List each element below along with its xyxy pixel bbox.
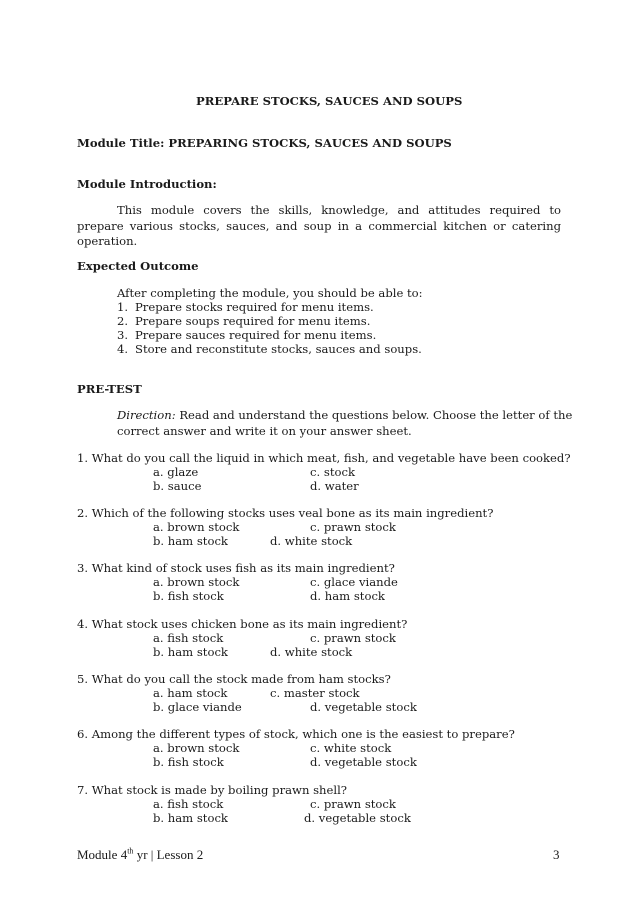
question-text: 3. What kind of stock uses fish as its main ingredient? [77,561,395,575]
question-text: 2. Which of the following stocks uses veal bone as its main ingredient? [77,506,494,520]
direction-text: Read and understand the questions below. Choose the letter of the [179,408,573,422]
option-a: a. fish stock [153,631,224,645]
option-c: c. master stock [270,686,360,700]
pretest-direction-cont: correct answer and write it on your answer sheet. [117,424,412,438]
pretest-direction [117,408,572,422]
outcome-number: 4. [117,342,129,356]
outcome-item: Prepare stocks required for menu items. [135,300,374,314]
footer-module: Module 4 [77,847,128,862]
option-d: d. water [310,479,359,493]
outcome-item: Store and reconstitute stocks, sauces and soups. [135,342,422,356]
option-d: d. vegetable stock [304,811,411,825]
option-c: c. glace viande [310,575,398,589]
outcome-number: 1. [117,300,129,314]
option-d: d. vegetable stock [310,700,417,714]
option-a: a. brown stock [153,575,240,589]
option-a: a. brown stock [153,741,240,755]
question-text: 4. What stock uses chicken bone as its main ingredient? [77,617,408,631]
question-text: 6. Among the different types of stock, which one is the easiest to prepare? [77,727,515,741]
footer-lesson: yr | Lesson 2 [133,847,204,862]
option-c: c. stock [310,465,355,479]
outcome-lead: After completing the module, you should be able to: [117,286,423,300]
option-a: a. brown stock [153,520,240,534]
option-c: c. prawn stock [310,631,396,645]
module-title: Module Title: PREPARING STOCKS, SAUCES AND SOUPS [77,136,452,150]
option-a: a. ham stock [153,686,228,700]
outcome-heading: Expected Outcome [77,259,199,273]
option-a: a. glaze [153,465,199,479]
page-title: PREPARE STOCKS, SAUCES AND SOUPS [196,94,463,108]
option-b: b. ham stock [153,534,228,548]
outcome-number: 2. [117,314,129,328]
footer-module-info [77,848,203,862]
option-c: c. prawn stock [310,797,396,811]
option-b: b. ham stock [153,811,228,825]
introduction-body: This module covers the skills, knowledge, and attitudes required to prepare various stocks, sauces, and soup in a commercial kitchen or catering operation. [77,203,561,248]
option-c: c. white stock [310,741,392,755]
outcome-item: Prepare sauces required for menu items. [135,328,377,342]
option-b: b. ham stock [153,645,228,659]
question-text: 7. What stock is made by boiling prawn shell? [77,783,348,797]
pretest-heading: PRE-TEST [77,382,142,396]
footer-sup: th [127,846,134,856]
outcome-number: 3. [117,328,129,342]
option-d: d. ham stock [310,589,385,603]
page-number: 3 [553,847,560,862]
question-text: 5. What do you call the stock made from ham stocks? [77,672,391,686]
option-d: d. white stock [270,645,353,659]
direction-label: Direction: [117,408,176,422]
option-b: b. glace viande [153,700,242,714]
outcome-item: Prepare soups required for menu items. [135,314,371,328]
question-text: 1. What do you call the liquid in which meat, fish, and vegetable have been cooked? [77,451,571,465]
option-b: b. fish stock [153,589,224,603]
option-a: a. fish stock [153,797,224,811]
option-b: b. sauce [153,479,202,493]
option-c: c. prawn stock [310,520,396,534]
introduction-heading: Module Introduction: [77,177,217,191]
option-b: b. fish stock [153,755,224,769]
option-d: d. vegetable stock [310,755,417,769]
option-d: d. white stock [270,534,353,548]
